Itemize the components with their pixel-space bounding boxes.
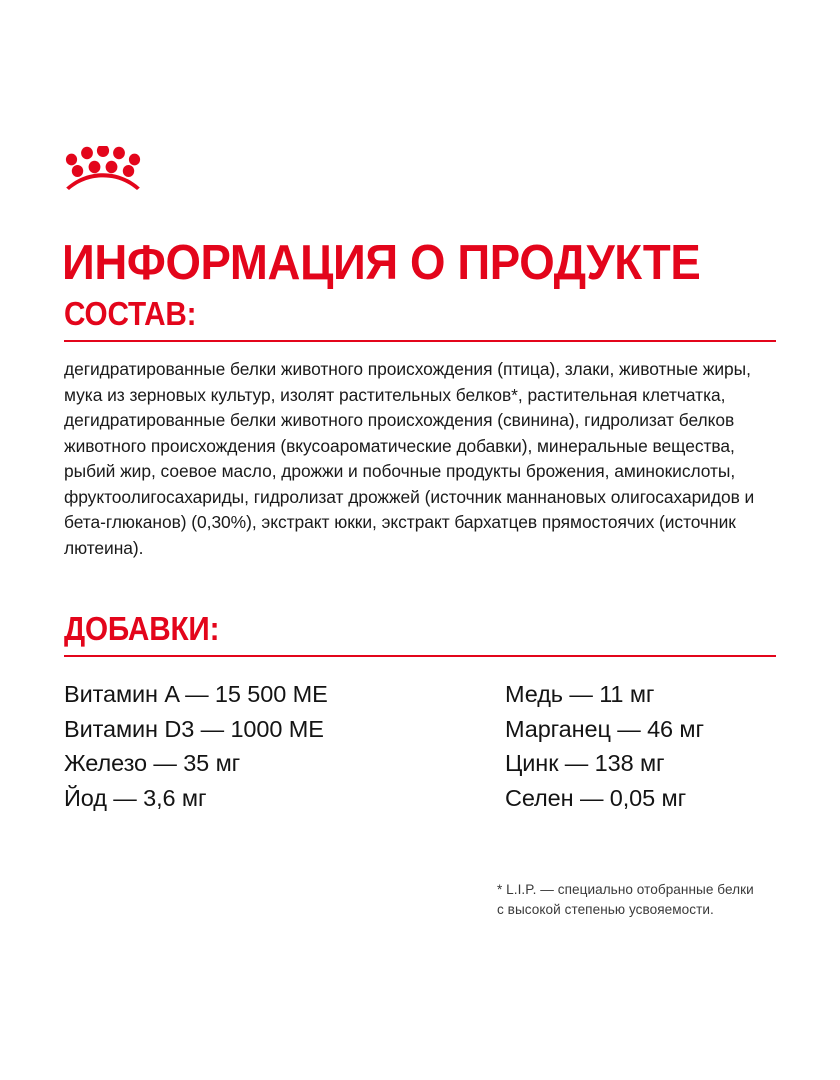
- lip-footnote: [497, 880, 797, 920]
- composition-section: [0, 296, 840, 561]
- additive-item: Марганец — 46 мг: [505, 715, 704, 742]
- royal-canin-crown-icon: [64, 146, 142, 190]
- additive-item: Витамин D3 — 1000 МЕ: [64, 715, 324, 742]
- additives-section: [0, 611, 840, 815]
- additive-item: Витамин A — 15 500 МЕ: [64, 681, 328, 707]
- additive-item: Медь — 11 мг: [505, 681, 655, 707]
- page-title: ИНФОРМАЦИЯ О ПРОДУКТЕ: [62, 235, 701, 290]
- composition-heading: СОСТАВ:: [64, 295, 197, 332]
- composition-divider: [64, 340, 776, 342]
- additive-item: Селен — 0,05 мг: [505, 784, 687, 811]
- additives-list: [64, 677, 776, 815]
- footnote-line: с высокой степенью усвояемости.: [497, 902, 714, 917]
- additive-item: Железо — 35 мг: [64, 750, 241, 776]
- additives-heading: ДОБАВКИ:: [64, 610, 220, 647]
- footnote-line: * L.I.P. — специально отобранные белки: [497, 882, 754, 897]
- additive-item: Цинк — 138 мг: [505, 750, 665, 776]
- additives-divider: [64, 655, 776, 657]
- additive-item: Йод — 3,6 мг: [64, 784, 207, 811]
- composition-body-text: дегидратированные белки животного происхождения (птица), злаки, животные жиры, мука из зерновых культур, изолят растительных белков*, растительная клетчатка, дегидратированные белки животного происхождения (свинина), гидролизат белков животного происхождения (вкусоароматические добавки), минеральные вещества, рыбий жир, соевое масло, дрожжи и побочные продукты брожения, аминокислоты, фруктоолигосахариды, гидролизат дрожжей (источник маннановых олигосахаридов и бета-глюканов) (0,30%), экстракт юкки, экстракт бархатцев прямостоячих (источник лютеина).: [64, 359, 755, 558]
